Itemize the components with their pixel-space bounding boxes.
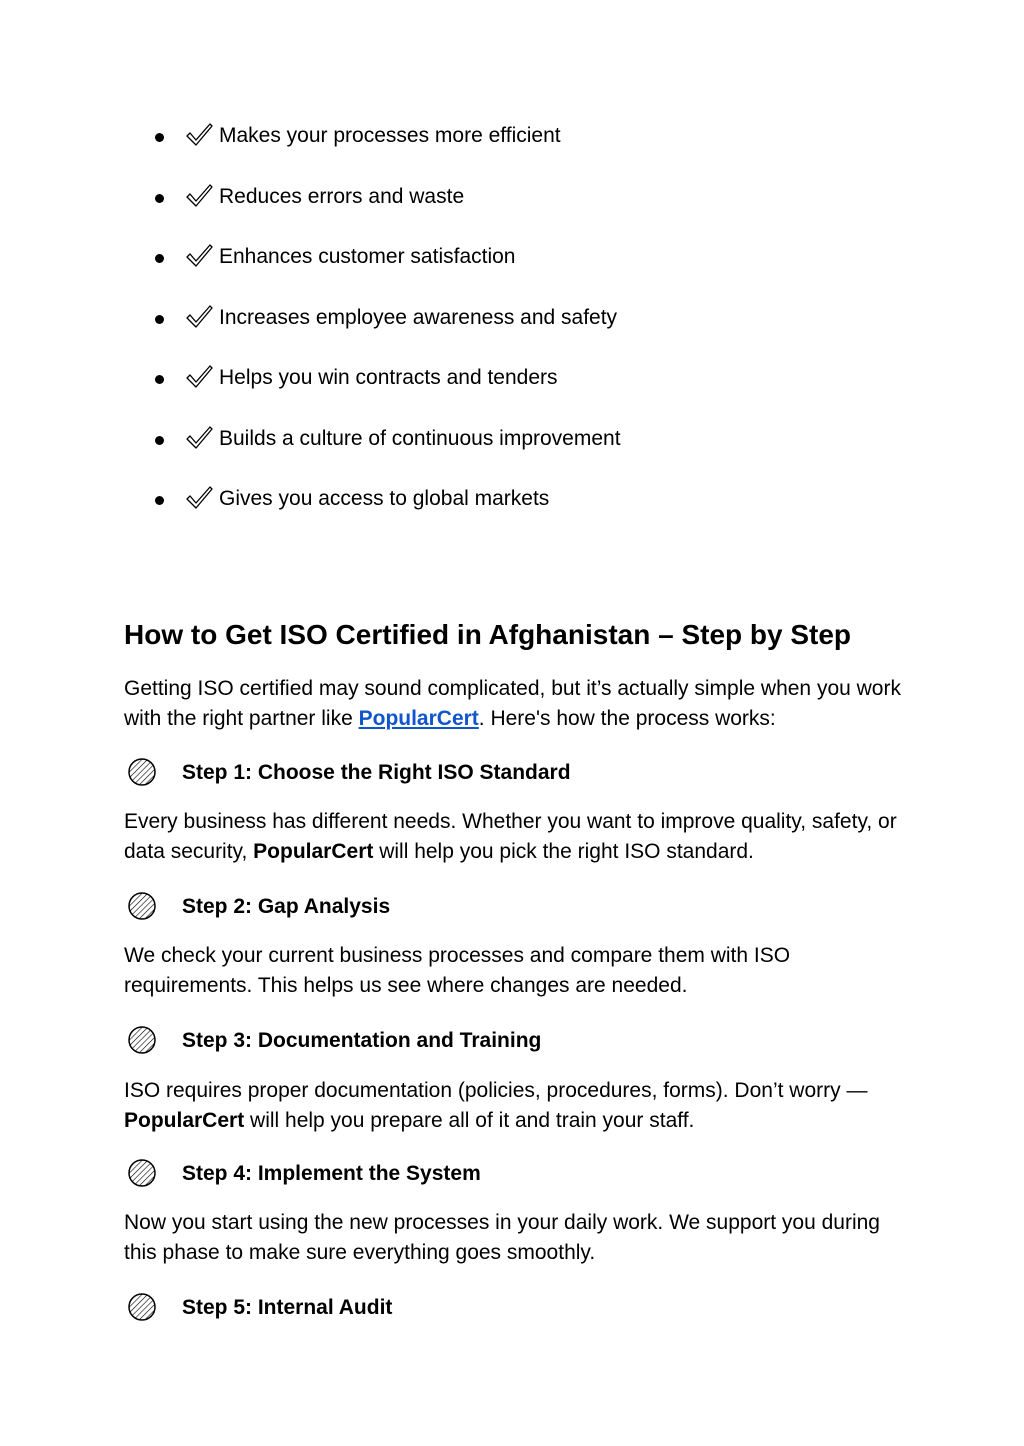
step-title: Step 3: Documentation and Training bbox=[182, 1029, 542, 1052]
step-heading bbox=[124, 756, 824, 790]
hatched-circle-icon bbox=[127, 1158, 157, 1188]
list-item-text: Gives you access to global markets bbox=[219, 487, 550, 510]
hatched-circle-icon bbox=[127, 891, 157, 921]
step-text: We check your current business processes and compare them with ISO requirements. This helps us see where changes are needed. bbox=[124, 944, 791, 997]
step-heading bbox=[124, 1024, 824, 1058]
bullet-dot-icon bbox=[155, 315, 164, 324]
intro-text-end: . Here's how the process works: bbox=[478, 707, 776, 730]
step-title: Step 4: Implement the System bbox=[182, 1162, 481, 1185]
step-description bbox=[124, 1208, 914, 1268]
bullet-dot-icon bbox=[155, 375, 164, 384]
check-mark-icon bbox=[185, 364, 213, 390]
popularcert-link[interactable]: PopularCert bbox=[358, 707, 479, 730]
bullet-dot-icon bbox=[155, 496, 164, 505]
hatched-circle-icon bbox=[127, 1025, 157, 1055]
step-description bbox=[124, 1076, 914, 1136]
bullet-dot-icon bbox=[155, 133, 164, 142]
step-description bbox=[124, 941, 914, 1001]
intro-paragraph bbox=[124, 674, 914, 734]
check-mark-icon bbox=[185, 243, 213, 269]
bullet-dot-icon bbox=[155, 436, 164, 445]
step-title: Step 1: Choose the Right ISO Standard bbox=[182, 761, 571, 784]
step-text: Now you start using the new processes in your daily work. We support you during this phase to make sure everything goes smoothly. bbox=[124, 1211, 880, 1264]
check-mark-icon bbox=[185, 485, 213, 511]
step-title: Step 2: Gap Analysis bbox=[182, 895, 391, 918]
step-heading bbox=[124, 890, 824, 924]
bullet-dot-icon bbox=[155, 194, 164, 203]
step-heading bbox=[124, 1291, 824, 1325]
hatched-circle-icon bbox=[127, 1292, 157, 1322]
hatched-circle-icon bbox=[127, 757, 157, 787]
step-text-end: will help you pick the right ISO standard. bbox=[373, 840, 754, 863]
step-title: Step 5: Internal Audit bbox=[182, 1296, 393, 1319]
brand-name: PopularCert bbox=[124, 1109, 245, 1132]
check-mark-icon bbox=[185, 122, 213, 148]
list-item-text: Helps you win contracts and tenders bbox=[219, 366, 558, 389]
section-heading: How to Get ISO Certified in Afghanistan – Step by Step bbox=[124, 619, 852, 650]
list-item-text: Reduces errors and waste bbox=[219, 185, 465, 208]
step-description bbox=[124, 807, 914, 867]
brand-name: PopularCert bbox=[253, 840, 374, 863]
list-item-text: Enhances customer satisfaction bbox=[219, 245, 516, 268]
step-text-end: will help you prepare all of it and train your staff. bbox=[244, 1109, 695, 1132]
check-mark-icon bbox=[185, 304, 213, 330]
step-text: Every business has different needs. Whether you want to improve quality, safety, or data security, bbox=[124, 810, 897, 863]
list-item-text: Makes your processes more efficient bbox=[219, 124, 561, 147]
check-mark-icon bbox=[185, 425, 213, 451]
intro-text: Getting ISO certified may sound complicated, but it’s actually simple when you work with the right partner like bbox=[124, 677, 901, 730]
list-item-text: Increases employee awareness and safety bbox=[219, 306, 618, 329]
step-heading bbox=[124, 1157, 824, 1191]
bullet-dot-icon bbox=[155, 254, 164, 263]
list-item-text: Builds a culture of continuous improvement bbox=[219, 427, 621, 450]
check-mark-icon bbox=[185, 183, 213, 209]
step-text: ISO requires proper documentation (policies, procedures, forms). Don’t worry — bbox=[124, 1079, 868, 1102]
